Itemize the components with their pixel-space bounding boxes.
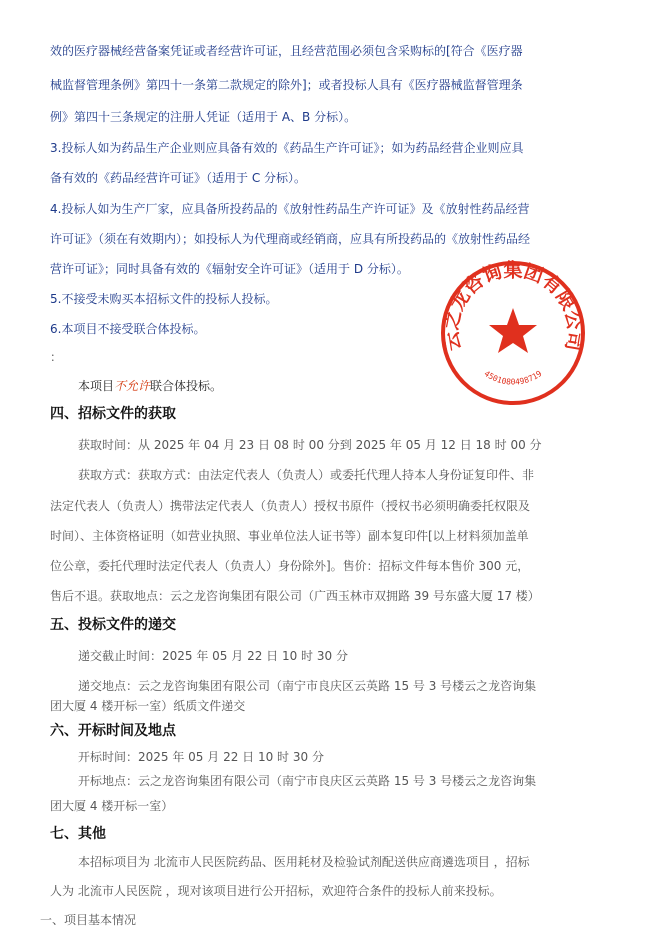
text-line: 4.投标人如为生产厂家，应具备所投药品的《放射性药品生产许可证》及《放射性药品经营 xyxy=(50,202,530,216)
text-line: 许可证》（须在有效期内）；如投标人为代理商或经销商，应具有所投药品的《放射性药品经 xyxy=(50,232,531,246)
text-line: 5.不接受未购买本招标文件的投标人投标。 xyxy=(50,292,278,306)
colon-mark: ： xyxy=(50,350,63,364)
seal-star-icon xyxy=(489,308,537,353)
text-line: 时间）、主体资格证明（如营业执照、事业单位法人证书等）副本复印件[以上材料须加盖单 xyxy=(50,529,529,543)
text-line: 开标地点：云之龙咨询集团有限公司（南宁市良庆区云英路 15 号 3 号楼云之龙咨询集 xyxy=(78,774,537,788)
consortium-line xyxy=(78,377,222,394)
text-line: 团大厦 4 楼开标一室） xyxy=(50,799,174,813)
text-line: 本招标项目为 北流市人民医院药品、医用耗材及检验试剂配送供应商遴选项目 ，招标 xyxy=(78,855,530,869)
text-line: 人为 北流市人民医院 ，现对该项目进行公开招标，欢迎符合条件的投标人前来投标。 xyxy=(50,884,502,898)
submit-deadline: 递交截止时间：2025 年 05 月 22 日 10 时 30 分 xyxy=(78,649,348,663)
text-line: 营许可证》；同时具备有效的《辐射安全许可证》（适用于 D 分标）。 xyxy=(50,262,409,276)
seal-text: 云之龙咨询集团有限公司 xyxy=(440,259,586,353)
text-line: 位公章，委托代理时法定代表人（负责人）身份除外]。售价：招标文件每本售价 300 元， xyxy=(50,559,530,573)
section-title: 四、招标文件的获取 xyxy=(50,406,176,422)
company-seal xyxy=(438,258,588,408)
section-title: 五、投标文件的递交 xyxy=(50,617,176,633)
section-title: 七、其他 xyxy=(50,826,106,842)
text-line: 6.本项目不接受联合体投标。 xyxy=(50,322,206,336)
text-line: 械监督管理条例》第四十一条第二款规定的除外]；或者投标人具有《医疗器械监督管理条 xyxy=(50,78,523,92)
text-line: 法定代表人（负责人）携带法定代表人（负责人）授权书原件（授权书必须明确委托权限及 xyxy=(50,499,531,513)
opening-time: 开标时间：2025 年 05 月 22 日 10 时 30 分 xyxy=(78,750,324,764)
consortium-emphasis: 不允许 xyxy=(114,379,151,393)
text-line: 3.投标人如为药品生产企业则应具备有效的《药品生产许可证》；如为药品经营企业则应具 xyxy=(50,141,524,155)
text-line: 获取方式：获取方式：由法定代表人（负责人）或委托代理人持本人身份证复印件、非 xyxy=(78,468,535,482)
text-line: 效的医疗器械经营备案凭证或者经营许可证，且经营范围必须包含采购标的[符合《医疗器 xyxy=(50,44,523,58)
fetch-time: 获取时间：从 2025 年 04 月 23 日 08 时 00 分到 2025 年 05 月 12 日 18 时 00 分 xyxy=(78,438,542,452)
text-line: 售后不退。获取地点：云之龙咨询集团有限公司（广西玉林市双拥路 39 号东盛大厦 17 楼） xyxy=(50,589,540,603)
consortium-pre: 本项目 xyxy=(78,379,115,393)
section-title: 六、开标时间及地点 xyxy=(50,723,176,739)
text-line: 备有效的《药品经营许可证》（适用于 C 分标）。 xyxy=(50,171,307,185)
text-line: 递交地点：云之龙咨询集团有限公司（南宁市良庆区云英路 15 号 3 号楼云之龙咨询集 xyxy=(78,679,537,693)
text-line: 例》第四十三条规定的注册人凭证（适用于 A、B 分标）。 xyxy=(50,110,357,124)
seal-number: 4501080498719 xyxy=(482,368,544,387)
section-heading-basic-info: 一、项目基本情况 xyxy=(40,913,137,927)
text-line: 团大厦 4 楼开标一室）纸质文件递交 xyxy=(50,699,246,713)
consortium-post: 联合体投标。 xyxy=(150,379,223,393)
